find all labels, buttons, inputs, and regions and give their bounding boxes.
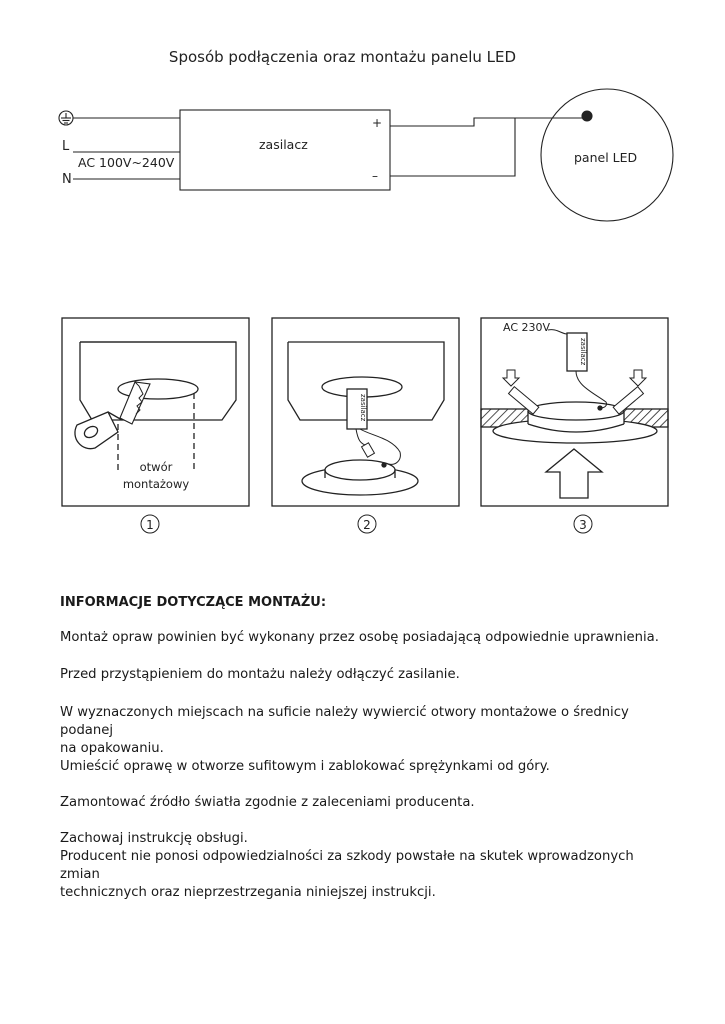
psu-small-label-3: zasilacz	[579, 338, 587, 366]
info-heading: INFORMACJE DOTYCZĄCE MONTAŻU:	[60, 595, 327, 610]
info-paragraph-1: Montaż opraw powinien być wykonany przez osobę posiadającą odpowiednie uprawnienia.	[60, 630, 659, 645]
info-paragraph-3	[60, 704, 660, 758]
connector-dot	[582, 111, 592, 121]
ac230-label: AC 230V	[503, 321, 551, 334]
step-number-3	[574, 515, 592, 533]
info-paragraph-6-line-2: Producent nie ponosi odpowiedzialności za szkody powstałe na skutek wprowadzonych zmian	[60, 849, 634, 882]
info-paragraph-4: Umieścić oprawę w otworze sufitowym i zablokować sprężynkami od góry.	[60, 759, 550, 774]
info-paragraph-3-line-1: W wyznaczonych miejscach na suficie należy wywiercić otwory montażowe o średnicy podanej	[60, 705, 629, 738]
page-title: Sposób podłączenia oraz montażu panelu LED	[168, 48, 517, 66]
mounting-hole-label-1: otwór	[139, 460, 173, 474]
minus-label: –	[372, 169, 378, 183]
ground-icon	[59, 111, 73, 125]
n-label: N	[62, 172, 72, 187]
svg-text:1: 1	[146, 518, 154, 532]
psu-small-label-2: zasilacz	[359, 394, 367, 422]
plus-label: +	[372, 116, 383, 130]
plus-wire	[390, 118, 583, 126]
mounting-hole-label-2: montażowy	[122, 477, 190, 491]
panel-label: panel LED	[574, 150, 638, 165]
minus-wire	[390, 118, 515, 176]
step-number-2	[358, 515, 376, 533]
svg-text:2: 2	[363, 518, 371, 532]
info-paragraph-2: Przed przystąpieniem do montażu należy odłączyć zasilanie.	[60, 667, 460, 682]
svg-text:3: 3	[579, 518, 587, 532]
l-label: L	[62, 139, 70, 154]
info-paragraph-5: Zamontować źródło światła zgodnie z zaleceniami producenta.	[60, 795, 475, 810]
info-paragraph-6-line-3: technicznych oraz nieprzestrzegania niniejszej instrukcji.	[60, 885, 436, 900]
step-3-illustration	[481, 318, 668, 506]
info-paragraph-3-line-2: na opakowaniu.	[60, 741, 164, 756]
psu-label: zasilacz	[259, 137, 308, 152]
ac-voltage-label: AC 100V~240V	[78, 155, 175, 170]
info-paragraph-6	[60, 830, 660, 902]
step-number-1	[141, 515, 159, 533]
info-paragraph-6-line-1: Zachowaj instrukcję obsługi.	[60, 831, 248, 846]
